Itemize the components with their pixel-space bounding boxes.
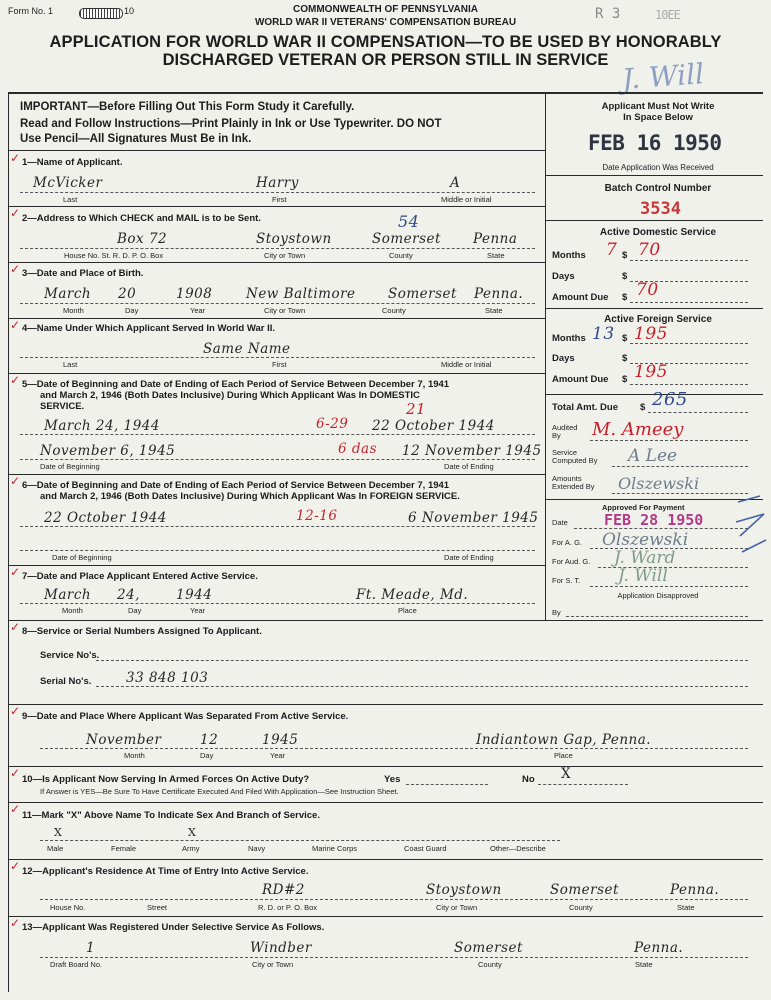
total-label: Total Amt. Due bbox=[552, 402, 618, 413]
disapproved-label: Application Disapproved bbox=[617, 591, 699, 600]
corner-code-faint: 10EE bbox=[655, 8, 680, 22]
fill-line bbox=[20, 526, 535, 527]
q3-city: New Baltimore bbox=[246, 286, 356, 302]
check-mark: ✓ bbox=[10, 766, 21, 780]
dollar-sign: $ bbox=[622, 353, 628, 364]
caption: Day bbox=[125, 306, 139, 315]
q10-no-mark: X bbox=[561, 766, 572, 782]
check-mark: ✓ bbox=[10, 802, 21, 816]
q5-label-a: 5—Date of Beginning and Date of Ending of Each Period of Service Between December 7, 1941 bbox=[22, 379, 450, 390]
fill-line bbox=[612, 466, 748, 467]
q10-no-label: No bbox=[522, 774, 535, 785]
fill-line bbox=[406, 784, 488, 785]
caption: Month bbox=[62, 606, 83, 615]
fill-line bbox=[630, 343, 748, 344]
caption: County bbox=[389, 251, 413, 260]
q9-label: 9—Date and Place Where Applicant Was Separated From Active Service. bbox=[22, 711, 349, 722]
q9-day: 12 bbox=[200, 732, 219, 748]
q5-end1: 22 October 1944 bbox=[372, 418, 495, 434]
fill-line bbox=[630, 384, 748, 385]
caption: City or Town bbox=[264, 306, 306, 315]
check-mark: ✓ bbox=[10, 206, 21, 220]
q1-middle-initial: A bbox=[450, 175, 461, 191]
check-mark: ✓ bbox=[10, 373, 21, 387]
caption: Place bbox=[554, 751, 573, 760]
caption: City or Town bbox=[436, 903, 478, 912]
caption: Date of Beginning bbox=[40, 462, 100, 471]
option-coast-guard: Coast Guard bbox=[404, 844, 447, 853]
caption: County bbox=[478, 960, 502, 969]
divider bbox=[8, 620, 763, 621]
q6-label-b: and March 2, 1946 (Both Dates Inclusive) During Which Applicant Was In FOREIGN SERVICE. bbox=[40, 491, 460, 502]
foreign-months-amount: 195 bbox=[634, 324, 668, 344]
option-marine-corps: Marine Corps bbox=[312, 844, 358, 853]
fill-line bbox=[20, 357, 535, 358]
q1-first-name: Harry bbox=[256, 175, 299, 191]
audited-signature: M. Ameey bbox=[592, 419, 684, 440]
q3-state: Penna. bbox=[474, 286, 524, 302]
serial-no-label: Serial No's. bbox=[40, 676, 92, 687]
q5-begin2: November 6, 1945 bbox=[40, 443, 176, 459]
q7-place: Ft. Meade, Md. bbox=[356, 587, 469, 603]
caption-last: Last bbox=[63, 195, 78, 204]
q13-county: Somerset bbox=[454, 940, 523, 956]
fill-line bbox=[566, 616, 748, 617]
caption: Place bbox=[398, 606, 417, 615]
q6-begin: 22 October 1944 bbox=[44, 510, 167, 526]
caption: Date of Ending bbox=[444, 553, 494, 562]
divider bbox=[8, 859, 763, 860]
q10-label: 10—Is Applicant Now Serving In Armed Forces On Active Duty? bbox=[22, 774, 310, 785]
q2-state: Penna bbox=[473, 231, 518, 247]
q11-army-mark: X bbox=[188, 826, 197, 839]
divider bbox=[8, 916, 763, 917]
caption: State bbox=[677, 903, 695, 912]
q8-serial-number: 33 848 103 bbox=[126, 670, 209, 686]
caption-first: First bbox=[272, 195, 287, 204]
caption: Street bbox=[147, 903, 168, 912]
fill-line bbox=[590, 586, 748, 587]
caption: R. D. or P. O. Box bbox=[258, 903, 318, 912]
q5-end2: 12 November 1945 bbox=[402, 443, 542, 459]
q4-label: 4—Name Under Which Applicant Served In World War II. bbox=[22, 323, 276, 334]
approved-date-label: Date bbox=[552, 518, 568, 527]
q1-label: 1—Name of Applicant. bbox=[22, 157, 123, 168]
fill-line bbox=[538, 784, 628, 785]
q12-city: Stoystown bbox=[426, 882, 502, 898]
q9-year: 1945 bbox=[262, 732, 299, 748]
audg-signature: J. Ward bbox=[614, 548, 676, 568]
check-mark: ✓ bbox=[10, 859, 21, 873]
q8-label: 8—Service or Serial Numbers Assigned To Applicant. bbox=[22, 626, 262, 637]
caption: Date of Beginning bbox=[52, 553, 112, 562]
foreign-months: 13 bbox=[592, 324, 615, 344]
q9-place: Indiantown Gap, Penna. bbox=[476, 732, 652, 748]
q5-label-c: SERVICE. bbox=[40, 401, 85, 412]
check-mark: ✓ bbox=[10, 151, 21, 165]
fill-line bbox=[20, 550, 535, 551]
fill-line bbox=[648, 412, 748, 413]
fill-line bbox=[630, 260, 748, 261]
fill-line bbox=[40, 840, 560, 841]
divider bbox=[545, 220, 763, 221]
caption: Day bbox=[128, 606, 142, 615]
q9-month: November bbox=[86, 732, 162, 748]
foreign-months-label: Months bbox=[552, 333, 586, 344]
fill-line bbox=[40, 957, 748, 958]
q5-red-mark: 6 das bbox=[338, 441, 377, 457]
fill-line bbox=[96, 660, 748, 661]
computed-signature: A Lee bbox=[628, 446, 678, 466]
q7-label: 7—Date and Place Applicant Entered Active Service. bbox=[22, 571, 258, 582]
q2-county-code: 54 bbox=[398, 212, 420, 231]
caption: Month bbox=[124, 751, 145, 760]
caption: County bbox=[382, 306, 406, 315]
form-code: 10 bbox=[124, 6, 135, 16]
divider bbox=[545, 175, 763, 176]
check-mark: ✓ bbox=[10, 704, 21, 718]
q2-label: 2—Address to Which CHECK and MAIL is to be Sent. bbox=[22, 213, 261, 224]
form-number: Form No. 1 bbox=[8, 6, 54, 16]
dollar-sign: $ bbox=[622, 374, 628, 385]
check-mark: ✓ bbox=[10, 318, 21, 332]
dollar-sign: $ bbox=[622, 292, 628, 303]
fill-line bbox=[20, 248, 535, 249]
batch-number: 3534 bbox=[640, 199, 681, 219]
option-female: Female bbox=[111, 844, 137, 853]
fill-line bbox=[40, 748, 748, 749]
divider bbox=[8, 373, 545, 374]
divider bbox=[8, 262, 545, 263]
caption: House No. St. R. D. P. O. Box bbox=[64, 251, 164, 260]
divider bbox=[8, 802, 763, 803]
q6-end: 6 November 1945 bbox=[408, 510, 539, 526]
domestic-days-label: Days bbox=[552, 271, 575, 282]
caption: Middle or Initial bbox=[441, 360, 492, 369]
q11-male-mark: X bbox=[54, 826, 63, 839]
domestic-title: Active Domestic Service bbox=[599, 227, 717, 238]
frame-left bbox=[8, 92, 9, 992]
caption: Year bbox=[190, 606, 206, 615]
divider bbox=[8, 474, 545, 475]
q12-state: Penna. bbox=[670, 882, 720, 898]
q2-county: Somerset bbox=[372, 231, 441, 247]
received-date-caption: Date Application Was Received bbox=[602, 163, 714, 172]
form-title-line1: APPLICATION FOR WORLD WAR II COMPENSATION—TO BE USED BY HONORABLY bbox=[49, 33, 722, 51]
caption: Last bbox=[63, 360, 78, 369]
foreign-title: Active Foreign Service bbox=[604, 314, 712, 325]
check-mark: ✓ bbox=[10, 916, 21, 930]
q12-county: Somerset bbox=[550, 882, 619, 898]
fill-line bbox=[96, 686, 748, 687]
foreign-amount-label: Amount Due bbox=[552, 374, 609, 385]
fill-line bbox=[20, 603, 535, 604]
caption: House No. bbox=[50, 903, 86, 912]
foreign-amount: 195 bbox=[634, 362, 668, 382]
divider bbox=[8, 704, 763, 705]
q3-day: 20 bbox=[118, 286, 137, 302]
caption: Month bbox=[63, 306, 84, 315]
fill-line bbox=[590, 440, 748, 441]
divider bbox=[8, 206, 545, 207]
check-mark: ✓ bbox=[10, 262, 21, 276]
dollar-sign: $ bbox=[622, 333, 628, 344]
domestic-amount: 70 bbox=[636, 280, 659, 300]
q6-label-a: 6—Date of Beginning and Date of Ending of Each Period of Service Between December 7, 1941 bbox=[22, 480, 450, 491]
approved-date-stamp: FEB 28 1950 bbox=[604, 511, 704, 529]
by-label: By bbox=[552, 608, 561, 617]
dollar-sign: $ bbox=[640, 402, 646, 413]
q3-year: 1908 bbox=[176, 286, 213, 302]
caption: State bbox=[635, 960, 653, 969]
q3-label: 3—Date and Place of Birth. bbox=[22, 268, 144, 279]
check-mark: ✓ bbox=[10, 620, 21, 634]
q13-city: Windber bbox=[250, 940, 312, 956]
q3-county: Somerset bbox=[388, 286, 457, 302]
st-signature: J. Will bbox=[618, 566, 668, 586]
divider bbox=[8, 318, 545, 319]
agency-name: COMMONWEALTH OF PENNSYLVANIA bbox=[293, 4, 478, 15]
q5-red-mark: 21 bbox=[406, 400, 427, 418]
caption: Draft Board No. bbox=[50, 960, 103, 969]
caption: City or Town bbox=[264, 251, 306, 260]
q7-year: 1944 bbox=[176, 587, 213, 603]
domestic-amount-label: Amount Due bbox=[552, 292, 609, 303]
domestic-months: 7 bbox=[606, 240, 618, 260]
q5-red-mark: 6-29 bbox=[316, 416, 349, 432]
option-army: Army bbox=[182, 844, 200, 853]
foreign-days-label: Days bbox=[552, 353, 575, 364]
divider bbox=[8, 565, 545, 566]
q13-label: 13—Applicant Was Registered Under Selective Service As Follows. bbox=[22, 922, 325, 933]
fill-line bbox=[20, 459, 535, 460]
caption: Year bbox=[270, 751, 286, 760]
dollar-sign: $ bbox=[622, 271, 628, 282]
domestic-months-label: Months bbox=[552, 250, 586, 261]
divider bbox=[545, 308, 763, 309]
check-mark: ✓ bbox=[10, 474, 21, 488]
q1-last-name: McVicker bbox=[33, 175, 103, 191]
extended-signature: Olszewski bbox=[618, 474, 700, 493]
caption: County bbox=[569, 903, 593, 912]
divider bbox=[8, 766, 763, 767]
important-line2: Read and Follow Instructions—Print Plainly in Ink or Use Typewriter. DO NOT bbox=[20, 118, 442, 130]
frame-top bbox=[8, 92, 763, 94]
q10-note: If Answer is YES—Be Sure To Have Certificate Executed And Filed With Application—See Instruction Sheet. bbox=[40, 787, 399, 796]
caption: City or Town bbox=[252, 960, 294, 969]
service-no-label: Service No's. bbox=[40, 650, 100, 661]
q10-yes-label: Yes bbox=[384, 774, 401, 785]
fill-line bbox=[20, 434, 535, 435]
computed-by-label: Service Computed By bbox=[552, 448, 598, 465]
fill-line bbox=[20, 303, 535, 304]
office-use-notice-2: In Space Below bbox=[623, 112, 693, 123]
caption: Year bbox=[190, 306, 206, 315]
q3-month: March bbox=[44, 286, 92, 302]
fill-line bbox=[574, 528, 748, 529]
audited-by-label: Audited By bbox=[552, 423, 578, 440]
fill-line bbox=[612, 493, 748, 494]
q5-label-b: and March 2, 1946 (Both Dates Inclusive) During Which Applicant Was In DOMESTIC bbox=[40, 390, 420, 401]
caption: State bbox=[485, 306, 503, 315]
approved-label: Approved For Payment bbox=[602, 503, 685, 512]
q12-label: 12—Applicant's Residence At Time of Entry Into Active Service. bbox=[22, 866, 309, 877]
q11-label: 11—Mark "X" Above Name To Indicate Sex And Branch of Service. bbox=[22, 810, 320, 821]
office-use-notice: Applicant Must Not Write bbox=[601, 101, 715, 112]
fill-line bbox=[20, 192, 535, 193]
fill-line bbox=[630, 302, 748, 303]
caption-middle: Middle or Initial bbox=[441, 195, 492, 204]
check-mark: ✓ bbox=[10, 565, 21, 579]
q7-month: March bbox=[44, 587, 92, 603]
q2-city: Stoystown bbox=[256, 231, 332, 247]
dollar-sign: $ bbox=[622, 250, 628, 261]
audg-label: For Aud. G. bbox=[552, 557, 591, 566]
divider bbox=[8, 150, 545, 151]
pen-stroke-icon bbox=[730, 492, 770, 572]
domestic-months-amount: 70 bbox=[638, 240, 661, 260]
caption: Day bbox=[200, 751, 214, 760]
option-other: Other—Describe bbox=[490, 844, 546, 853]
option-navy: Navy bbox=[248, 844, 266, 853]
form-title-line2: DISCHARGED VETERAN OR PERSON STILL IN SERVICE bbox=[162, 51, 609, 69]
q5-begin1: March 24, 1944 bbox=[44, 418, 160, 434]
important-line1: IMPORTANT—Before Filling Out This Form Study it Carefully. bbox=[20, 101, 355, 113]
caption: State bbox=[487, 251, 505, 260]
q13-board: 1 bbox=[86, 940, 96, 956]
caption: Date of Ending bbox=[444, 462, 494, 471]
total-amount: 265 bbox=[652, 389, 688, 410]
ag-signature: Olszewski bbox=[602, 530, 689, 550]
q4-name-served: Same Name bbox=[203, 341, 291, 357]
option-male: Male bbox=[47, 844, 64, 853]
q6-red-mark: 12-16 bbox=[296, 508, 338, 524]
bureau-name: WORLD WAR II VETERANS' COMPENSATION BUREAU bbox=[254, 17, 517, 28]
ag-label: For A. G. bbox=[552, 538, 583, 547]
signature-top: J. Will bbox=[620, 57, 706, 96]
q2-street: Box 72 bbox=[117, 231, 168, 247]
corner-code: R 3 bbox=[595, 6, 621, 22]
caption: First bbox=[272, 360, 287, 369]
q12-rd: RD#2 bbox=[262, 882, 305, 898]
q7-day: 24, bbox=[117, 587, 140, 603]
extended-by-label: Amounts Extended By bbox=[552, 474, 595, 491]
important-line3: Use Pencil—All Signatures Must Be in Ink. bbox=[20, 133, 252, 145]
received-date-stamp: FEB 16 1950 bbox=[588, 131, 722, 155]
st-label: For S. T. bbox=[552, 576, 581, 585]
q13-state: Penna. bbox=[634, 940, 684, 956]
batch-label: Batch Control Number bbox=[604, 183, 712, 194]
fill-line bbox=[40, 899, 748, 900]
